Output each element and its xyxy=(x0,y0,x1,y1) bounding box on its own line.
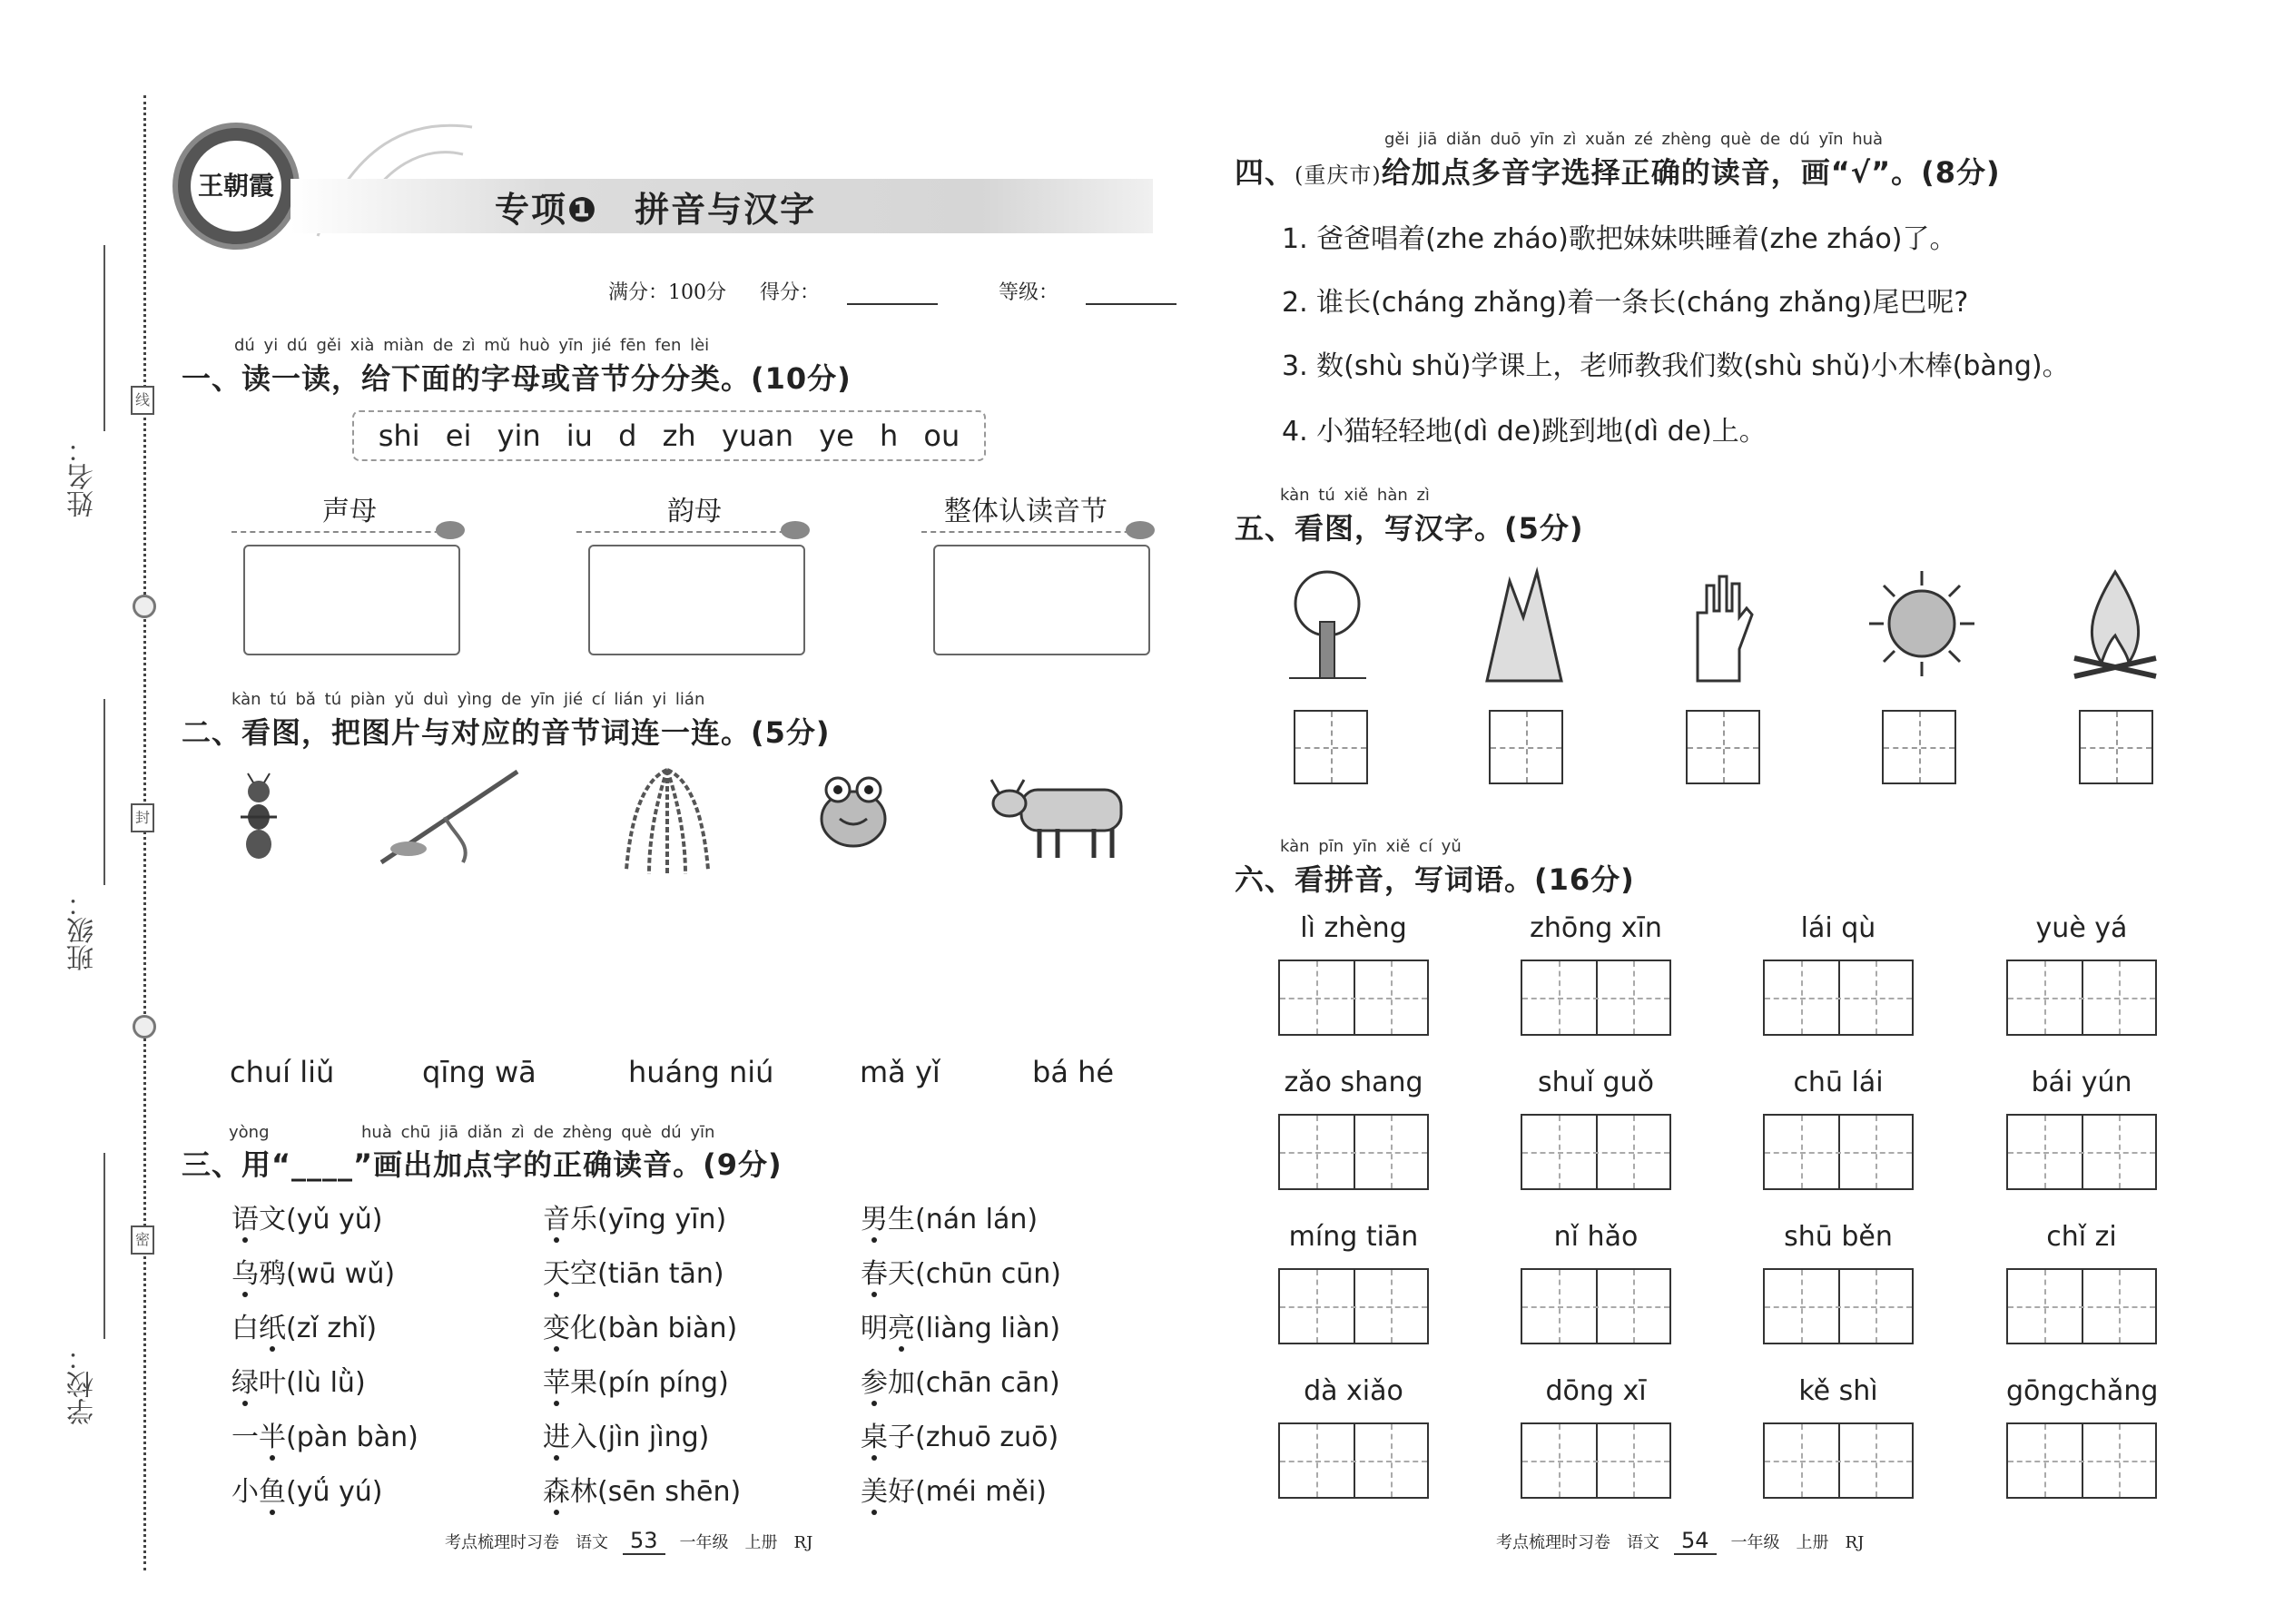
writing-grid[interactable] xyxy=(1278,1268,1429,1344)
writing-grid[interactable] xyxy=(1521,960,1671,1036)
reading-word: 白纸 xyxy=(231,1313,286,1344)
grid-pinyin: míng tiān xyxy=(1288,1221,1419,1253)
sun-picture xyxy=(1866,567,1979,681)
sec3-pinyin: huà chū jiā diǎn zì de zhèng què dú yīn xyxy=(361,1123,715,1142)
reading-word: 春天 xyxy=(861,1258,915,1290)
whale-icon xyxy=(436,521,465,539)
reading-options[interactable]: (chān cān) xyxy=(915,1367,1060,1399)
writing-grid[interactable] xyxy=(1278,1114,1429,1190)
grid-pinyin: yuè yá xyxy=(2035,912,2128,944)
seal-mi: 密 xyxy=(131,1225,154,1255)
writing-grid[interactable] xyxy=(2006,1422,2157,1499)
reading-options[interactable]: (liàng liàn) xyxy=(915,1313,1061,1344)
reading-word: 桌子 xyxy=(861,1422,915,1453)
publisher-logo xyxy=(172,123,300,250)
sec3-heading: 三、用“____”画出加点字的正确读音。(9分) xyxy=(182,1147,783,1182)
binding-margin xyxy=(0,0,172,1624)
school-label: 学校： xyxy=(67,1343,99,1425)
reading-options[interactable]: (nán lán) xyxy=(915,1204,1039,1235)
sec2-heading: 二、看图，把图片与对应的音节词连一连。(5分) xyxy=(182,715,831,750)
sec1-heading: 一、读一读，给下面的字母或音节分分类。(10分) xyxy=(182,361,852,396)
writing-grid[interactable] xyxy=(1521,1268,1671,1344)
reading-item[interactable] xyxy=(231,1469,382,1509)
full-score: 满分：100分 xyxy=(608,281,726,304)
reading-word: 变化 xyxy=(543,1313,597,1344)
grid-pinyin: zhōng xīn xyxy=(1530,912,1662,944)
writing-grid[interactable] xyxy=(1763,1422,1914,1499)
reading-word: 男生 xyxy=(861,1204,915,1235)
writing-grid[interactable] xyxy=(1882,710,1956,784)
writing-grid[interactable] xyxy=(1489,710,1563,784)
page-number: 53 xyxy=(623,1528,665,1555)
writing-grid[interactable] xyxy=(1686,710,1760,784)
grid-pinyin: shū běn xyxy=(1784,1221,1893,1253)
reading-options[interactable]: (jìn jìng) xyxy=(597,1422,710,1453)
writing-grid[interactable] xyxy=(2006,960,2157,1036)
sec1-pinyin: dú yi dú gěi xià miàn de zì mǔ huò yīn jié fēn fen lèi xyxy=(234,336,710,355)
tree-picture xyxy=(1280,567,1375,685)
whale-icon xyxy=(1126,521,1155,539)
category-label: 韵母 xyxy=(667,496,722,527)
reading-options[interactable]: (yǘ yú) xyxy=(286,1476,383,1508)
reading-word: 明亮 xyxy=(861,1313,915,1344)
reading-word: 苹果 xyxy=(543,1367,597,1399)
reading-options[interactable]: (sēn shēn) xyxy=(597,1476,742,1508)
writing-grid[interactable] xyxy=(1763,1268,1914,1344)
school-field[interactable] xyxy=(64,1153,118,1425)
writing-grid[interactable] xyxy=(1278,960,1429,1036)
pinyin-word: huáng niú xyxy=(628,1055,774,1089)
sec5-pinyin: kàn tú xiě hàn zì xyxy=(1280,486,1430,505)
reading-options[interactable]: (yǔ yǔ) xyxy=(286,1204,383,1235)
grid-pinyin: bái yún xyxy=(2031,1067,2132,1098)
grid-pinyin: lái qù xyxy=(1800,912,1876,944)
reading-options[interactable]: (tiān tān) xyxy=(597,1258,724,1290)
sec4-heading: 给加点多音字选择正确的读音，画“√”。(8分) xyxy=(1381,155,2001,190)
reading-word: 小鱼 xyxy=(231,1476,286,1508)
reading-word: 绿叶 xyxy=(231,1367,286,1399)
sec6-heading: 六、看拼音，写词语。(16分) xyxy=(1235,862,1635,897)
reading-item[interactable] xyxy=(543,1469,741,1509)
writing-grid[interactable] xyxy=(2006,1268,2157,1344)
seal-xian: 线 xyxy=(131,386,154,415)
category-top-line xyxy=(231,531,458,533)
reading-item[interactable] xyxy=(861,1469,1047,1509)
writing-grid[interactable] xyxy=(1521,1422,1671,1499)
category-box-zhengti[interactable] xyxy=(933,545,1150,655)
reading-options[interactable]: (méi měi) xyxy=(915,1476,1047,1508)
grid-pinyin: kě shì xyxy=(1798,1375,1878,1407)
grid-pinyin: nǐ hǎo xyxy=(1553,1221,1639,1253)
footer-grade: 一年级 上册 RJ xyxy=(1730,1533,1865,1552)
reading-item[interactable] xyxy=(231,1360,366,1400)
grid-pinyin: shuǐ guǒ xyxy=(1538,1067,1654,1098)
sec4-item: 2. 谁长(cháng zhǎng)着一条长(cháng zhǎng)尾巴呢? xyxy=(1282,287,1969,319)
reading-item[interactable] xyxy=(861,1360,1060,1400)
writing-grid[interactable] xyxy=(1763,960,1914,1036)
reading-item[interactable] xyxy=(231,1305,377,1345)
reading-item[interactable] xyxy=(231,1414,418,1454)
letters-box: shi ei yin iu d zh yuan ye h ou xyxy=(352,410,986,461)
reading-word: 进入 xyxy=(543,1422,597,1453)
pinyin-word: bá hé xyxy=(1032,1055,1115,1089)
writing-grid[interactable] xyxy=(1521,1114,1671,1190)
category-box-shengmu[interactable] xyxy=(243,545,460,655)
grid-pinyin: gōngchǎng xyxy=(2006,1375,2159,1407)
category-label: 声母 xyxy=(322,496,377,527)
reading-item[interactable] xyxy=(543,1414,709,1454)
writing-grid[interactable] xyxy=(1763,1114,1914,1190)
name-line[interactable] xyxy=(103,245,105,431)
reading-options[interactable]: (lù lǜ) xyxy=(286,1367,366,1399)
reading-options[interactable]: (pín píng) xyxy=(597,1367,729,1399)
grid-pinyin: chǐ zi xyxy=(2046,1221,2117,1253)
page-title: 专项❶ 拼音与汉字 xyxy=(495,190,817,230)
reading-item[interactable] xyxy=(231,1251,395,1291)
reading-word: 森林 xyxy=(543,1476,597,1508)
class-field[interactable] xyxy=(64,699,118,971)
grade-blank[interactable] xyxy=(1086,301,1177,305)
sec4-item: 4. 小猫轻轻地(dì de)跳到地(dì de)上。 xyxy=(1282,416,1767,448)
sec3-pinyin-yong: yòng xyxy=(229,1123,270,1142)
mountain-picture xyxy=(1478,563,1569,685)
knot-icon xyxy=(133,595,156,618)
writing-grid[interactable] xyxy=(1278,1422,1429,1499)
category-top-line xyxy=(921,531,1148,533)
reading-item[interactable] xyxy=(543,1196,726,1236)
reading-options[interactable]: (bàn biàn) xyxy=(597,1313,738,1344)
name-field[interactable] xyxy=(64,245,118,517)
reading-item[interactable] xyxy=(861,1414,1058,1454)
ant-picture xyxy=(222,772,295,862)
seal-feng: 封 xyxy=(131,803,154,832)
reading-options[interactable]: (chūn cūn) xyxy=(915,1258,1062,1290)
pinyin-word: mǎ yǐ xyxy=(860,1055,940,1089)
grid-pinyin: dà xiǎo xyxy=(1304,1375,1403,1407)
hand-picture xyxy=(1679,567,1761,685)
reading-word: 语文 xyxy=(231,1204,286,1235)
category-box-yunmu[interactable] xyxy=(588,545,805,655)
footer-book: 考点梳理时习卷 语文 xyxy=(445,1533,608,1552)
footer-book: 考点梳理时习卷 语文 xyxy=(1496,1533,1659,1552)
writing-grid[interactable] xyxy=(2079,710,2153,784)
footer-left xyxy=(445,1528,812,1555)
category-top-line xyxy=(576,531,803,533)
category-label: 整体认读音节 xyxy=(944,496,1108,527)
grid-pinyin: lì zhèng xyxy=(1300,912,1407,944)
reading-item[interactable] xyxy=(543,1305,737,1345)
cut-line xyxy=(143,95,146,1570)
reading-options[interactable]: (yīng yīn) xyxy=(597,1204,727,1235)
pinyin-word: qīng wā xyxy=(422,1055,537,1089)
sec5-heading: 五、看图，写汉字。(5分) xyxy=(1235,511,1584,546)
score-row xyxy=(608,277,1231,305)
grid-pinyin: dōng xī xyxy=(1545,1375,1647,1407)
sec2-pinyin: kàn tú bǎ tú piàn yǔ duì yìng de yīn jié cí lián yi lián xyxy=(231,690,705,709)
class-line[interactable] xyxy=(103,699,105,885)
pinyin-word: chuí liǔ xyxy=(230,1055,335,1089)
sec6-pinyin: kàn pīn yīn xiě cí yǔ xyxy=(1280,837,1462,856)
sec4-item: 1. 爸爸唱着(zhe zháo)歌把妹妹哄睡着(zhe zháo)了。 xyxy=(1282,223,1957,255)
reading-item[interactable] xyxy=(231,1196,382,1236)
sec4-region: (重庆市) xyxy=(1295,162,1382,188)
page-number: 54 xyxy=(1674,1528,1717,1555)
score-blank[interactable] xyxy=(847,301,938,305)
reading-options[interactable]: (pàn bàn) xyxy=(286,1422,418,1453)
grid-pinyin: chū lái xyxy=(1793,1067,1884,1098)
score-label: 得分： xyxy=(760,281,821,304)
grade-label: 等级： xyxy=(999,281,1059,304)
sec4-heading-row xyxy=(1235,150,2001,192)
school-line[interactable] xyxy=(103,1153,105,1339)
reading-item[interactable] xyxy=(861,1251,1061,1291)
footer-grade: 一年级 上册 RJ xyxy=(679,1533,813,1552)
footer-right xyxy=(1496,1528,1864,1555)
reading-options[interactable]: (wū wǔ) xyxy=(286,1258,396,1290)
reading-word: 美好 xyxy=(861,1476,915,1508)
sec4-prefix: 四、 xyxy=(1235,155,1295,190)
writing-grid[interactable] xyxy=(1294,710,1368,784)
lotus-picture xyxy=(372,763,527,871)
reading-word: 一半 xyxy=(231,1422,286,1453)
reading-item[interactable] xyxy=(861,1196,1038,1236)
reading-word: 音乐 xyxy=(543,1204,597,1235)
fire-picture xyxy=(2065,563,2165,685)
writing-grid[interactable] xyxy=(2006,1114,2157,1190)
reading-word: 乌鸦 xyxy=(231,1258,286,1290)
frog-picture xyxy=(812,764,894,855)
name-label: 姓名： xyxy=(67,436,99,517)
logo-text: 王朝霞 xyxy=(191,141,281,231)
reading-options[interactable]: (zhuō zuō) xyxy=(915,1422,1059,1453)
cow-picture xyxy=(989,767,1135,862)
sec4-item: 3. 数(shù shǔ)学课上，老师教我们数(shù shǔ)小木棒(bàng)。 xyxy=(1282,350,2070,382)
reading-word: 参加 xyxy=(861,1367,915,1399)
grid-pinyin: zǎo shang xyxy=(1284,1067,1423,1098)
class-label: 班级： xyxy=(67,890,99,971)
reading-options[interactable]: (zǐ zhǐ) xyxy=(286,1313,378,1344)
reading-item[interactable] xyxy=(861,1305,1060,1345)
sec4-pinyin: gěi jiā diǎn duō yīn zì xuǎn zé zhèng què de dú yīn huà xyxy=(1384,130,1884,149)
reading-item[interactable] xyxy=(543,1360,729,1400)
willow-picture xyxy=(617,761,717,879)
whale-icon xyxy=(781,521,810,539)
reading-word: 天空 xyxy=(543,1258,597,1290)
reading-item[interactable] xyxy=(543,1251,724,1291)
knot-icon xyxy=(133,1015,156,1038)
